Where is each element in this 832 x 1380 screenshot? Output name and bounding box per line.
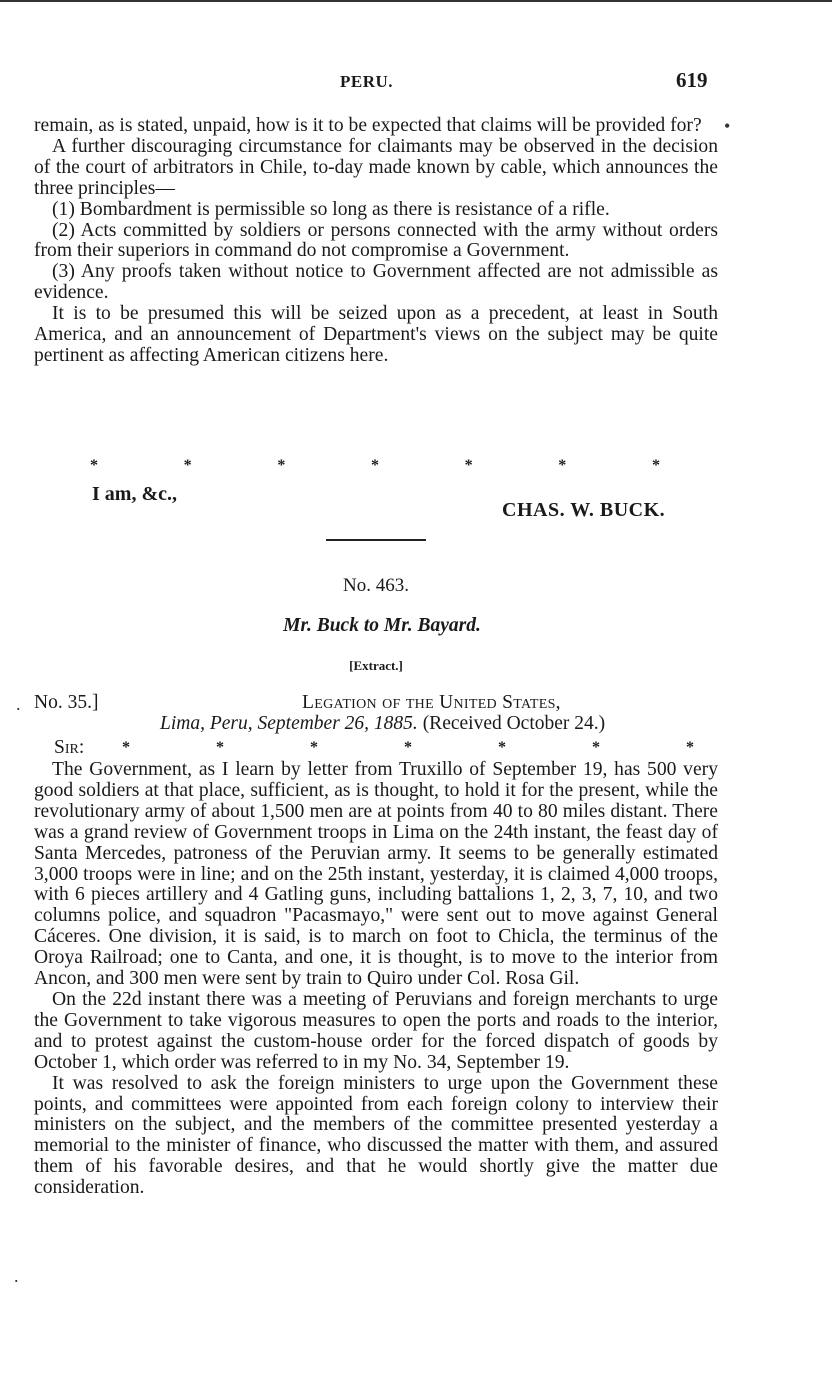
asterisk: * xyxy=(277,457,286,474)
received-date: (Received October 24.) xyxy=(422,713,606,734)
margin-mark: . xyxy=(14,1266,19,1286)
asterisk: * xyxy=(370,457,379,474)
salutation: Sir: xyxy=(54,737,85,758)
asterisk: * xyxy=(651,457,660,474)
place-date: Lima, Peru, September 26, 1885. xyxy=(160,713,418,734)
continuation-text xyxy=(34,116,718,367)
asterisk: * xyxy=(498,739,506,756)
page-number: 619 xyxy=(676,68,708,92)
margin-mark: • xyxy=(724,116,731,136)
extract-note: [Extract.] xyxy=(349,658,403,673)
paragraph: (1) Bombardment is permissible so long as there is resistance of a rifle. xyxy=(52,198,610,220)
asterisk: * xyxy=(310,739,318,756)
asterisk: * xyxy=(558,457,567,474)
asterisk: * xyxy=(404,739,412,756)
paragraph: The Government, as I learn by letter from Truxillo of September 19, has 500 very good soldiers at that place, sufficient, as is thought, to hold it for the present, while the revolutionary army of about 1,500 men are at points from 40 to 80 miles distant. There was a grand review of Government troops in Lima on the 24th instant, the feast day of Santa Mercedes, patroness of the Peruvian army. It seems to be generally estimated 3,000 troops were in line; and on the 25th instant, yesterday, it is claimed 4,000 troops, with 6 pieces artillery and 4 Gatling guns, including battalions 1, 2, 3, 7, 10, and two columns police, and squadron "Pacasmayo," were sent out to move against General Cáceres. One division, it is said, is to march on foot to Chicla, the terminus of the Oroya Railroad; one to Canta, and one, it is thought, is to move to the interior from Ancon, and 300 men were sent by train to Quiro under Col. Rosa Gil. xyxy=(34,759,718,990)
paragraph: remain, as is stated, unpaid, how is it to be expected that claims will be provided for? xyxy=(34,115,702,136)
paragraph: A further discouraging circumstance for claimants may be observed in the decision of the court of arbitrators in Chile, to-day made known by cable, which announces the three principles— xyxy=(34,135,718,199)
closing: I am, &c., xyxy=(92,483,177,505)
running-head xyxy=(0,70,832,94)
document-number: No. 463. xyxy=(343,575,409,596)
ellipsis-stars xyxy=(90,456,660,477)
paragraph: (3) Any proofs taken without notice to Government affected are not admissible as evidence. xyxy=(34,261,718,304)
dispatch-number: No. 35.] xyxy=(34,692,99,713)
margin-mark: . xyxy=(16,694,21,714)
asterisk: * xyxy=(686,739,694,756)
running-title: PERU. xyxy=(340,72,394,91)
dispatch-body xyxy=(34,760,718,1199)
dateline xyxy=(160,714,605,735)
paragraph: It was resolved to ask the foreign ministers to urge upon the Government these points, and committees were appointed from each foreign colony to interview their ministers on the subject, and the members of the committee presented yesterday a memorial to the minister of finance, who discussed the matter with them, and assured them of his favorable desires, and that he would shortly give the matter due consideration. xyxy=(34,1072,718,1199)
asterisk: * xyxy=(464,457,473,474)
paragraph: (2) Acts committed by soldiers or persons connected with the army without orders from their superiors in command do not compromise a Government. xyxy=(34,219,718,262)
asterisk: * xyxy=(122,739,130,756)
asterisk: * xyxy=(90,457,98,474)
asterisk: * xyxy=(216,739,224,756)
section-divider xyxy=(326,539,426,541)
legation-heading: Legation of the United States, xyxy=(302,692,561,713)
top-rule xyxy=(0,0,832,2)
paragraph: It is to be presumed this will be seized upon as a precedent, at least in South America, and an announcement of Department's views on the subject may be quite pertinent as affecting American citizens here. xyxy=(34,303,718,366)
signature: CHAS. W. BUCK. xyxy=(502,499,666,521)
salutation-stars xyxy=(122,738,694,759)
asterisk: * xyxy=(183,457,192,474)
asterisk: * xyxy=(592,739,600,756)
paragraph: On the 22d instant there was a meeting of Peruvians and foreign merchants to urge the Government to take vigorous measures to open the ports and roads to the interior, and to protest against the custom-house order for the forced dispatch of goods by October 1, which order was referred to in my No. 34, September 19. xyxy=(34,988,718,1073)
document-title: Mr. Buck to Mr. Bayard. xyxy=(283,615,481,636)
